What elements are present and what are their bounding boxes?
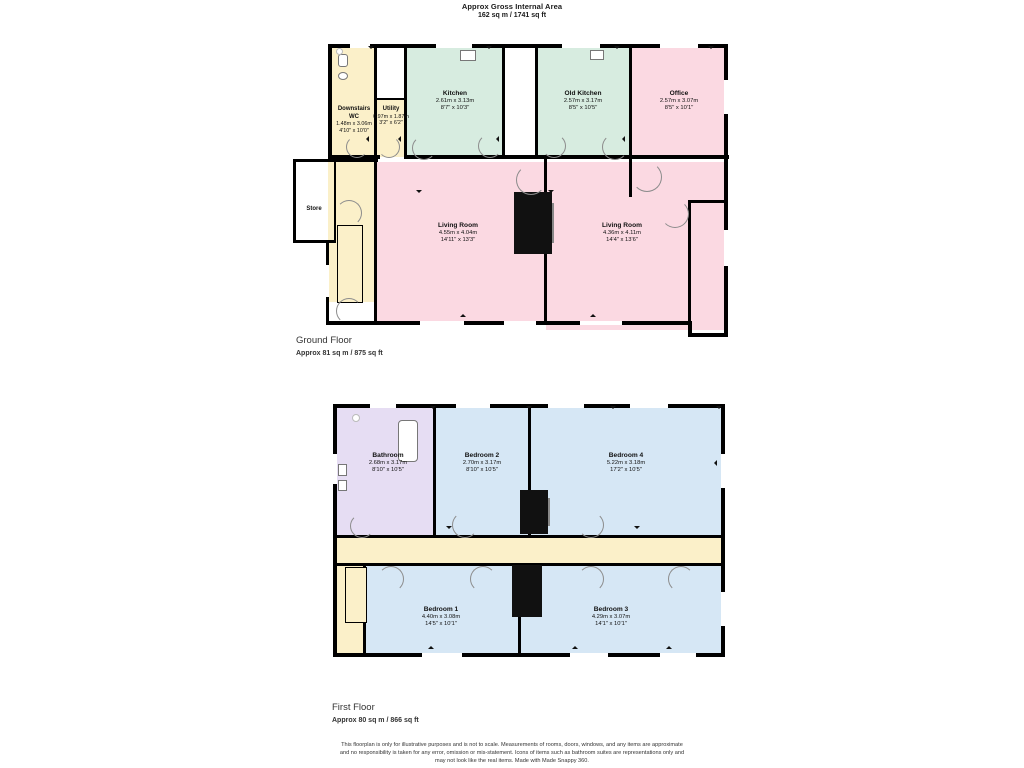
marker-triangle [614, 46, 620, 49]
wall-bottom-step-h [688, 333, 728, 337]
marker-triangle [430, 406, 436, 409]
first-floor-label: First Floor [332, 702, 375, 713]
window-ff-top-4 [630, 404, 668, 408]
wall-utility-top [374, 98, 406, 100]
window-left-1 [326, 265, 329, 297]
marker-triangle [368, 46, 374, 49]
wall-store-left [293, 159, 296, 243]
label-old-kitchen: Old Kitchen 2.57m x 3.17m 8'5" x 10'5" [563, 90, 603, 112]
window-ff-top-3 [548, 404, 584, 408]
wall-right-bump-left [688, 200, 691, 325]
gross-area-title: Approx Gross Internal Area [461, 2, 563, 11]
door-front [336, 298, 362, 324]
disclaimer [0, 741, 1024, 765]
ground-floor-area: Approx 81 sq m / 875 sq ft [296, 350, 383, 357]
window-bottom-3 [580, 321, 622, 325]
marker-triangle [416, 190, 422, 193]
door-bedroom-3-b [668, 566, 694, 592]
window-top-1 [350, 44, 370, 48]
marker-triangle [634, 526, 640, 529]
label-bedroom-4: Bedroom 4 5.22m x 3.18m 17'2" x 10'5" [606, 452, 646, 474]
chimney-block [514, 192, 552, 254]
room-mid-lobby [504, 47, 537, 157]
window-ff-right-1 [721, 454, 725, 488]
label-bathroom: Bathroom 2.68m x 3.17m 8'10" x 10'5" [368, 452, 408, 474]
staircase-first [345, 567, 367, 623]
wall-ff-left [333, 404, 337, 657]
marker-triangle [622, 136, 625, 142]
disclaimer-line-1: This floorplan is only for illustrative purposes and is not to scale. Measurements of rooms, doors, windows, and any items are approximate [341, 742, 683, 748]
sink-icon [338, 72, 348, 80]
door-old-kitchen [542, 134, 566, 158]
window-top-3 [562, 44, 600, 48]
window-right-1 [724, 80, 728, 114]
wall-right-bump-top [688, 200, 728, 203]
window-ff-top-1 [370, 404, 396, 408]
gross-area-header [0, 2, 1024, 19]
first-floor-area: Approx 80 sq m / 866 sq ft [332, 717, 419, 724]
window-right-2 [724, 230, 728, 266]
window-ff-top-2 [456, 404, 490, 408]
marker-triangle [572, 646, 578, 649]
door-bedroom-1-b [470, 566, 496, 592]
toilet-icon [338, 54, 348, 67]
marker-triangle [708, 46, 714, 49]
marker-triangle [428, 646, 434, 649]
door-kitchen [412, 136, 436, 160]
label-store: Store [306, 206, 322, 212]
wall-kitchen-right [502, 47, 505, 159]
marker-triangle [548, 190, 554, 193]
door-living-left [516, 165, 546, 195]
marker-triangle [496, 136, 499, 142]
kitchen-hob-icon [460, 50, 476, 61]
door-bathroom [350, 514, 374, 538]
window-bottom-2 [504, 321, 536, 325]
room-landing [335, 537, 722, 565]
wall-store-right [334, 159, 336, 243]
chimney-block-upper [520, 490, 548, 534]
wall-hall-right [374, 159, 377, 324]
marker-triangle [486, 46, 492, 49]
label-utility: Utility 0.97m x 1.87m 3'2" x 6'2" [373, 106, 409, 127]
ground-floor-label: Ground Floor [296, 335, 352, 346]
door-wc [346, 136, 368, 158]
marker-triangle [716, 406, 722, 409]
marker-triangle [366, 136, 369, 142]
marker-triangle [446, 526, 452, 529]
label-bedroom-2: Bedroom 2 2.70m x 3.17m 8'10" x 10'5" [462, 452, 502, 474]
gross-area-value: 162 sq m / 1741 sq ft [477, 12, 547, 19]
marker-triangle [610, 406, 616, 409]
door-bedroom-4 [578, 512, 604, 538]
marker-triangle [714, 460, 717, 466]
marker-triangle [666, 646, 672, 649]
window-top-4 [660, 44, 698, 48]
window-ff-bottom-2 [570, 653, 608, 657]
window-bottom-1 [420, 321, 464, 325]
wall-wc-right [374, 47, 377, 159]
old-kitchen-sink-icon [590, 50, 604, 60]
label-kitchen: Kitchen 2.61m x 3.13m 8'7" x 10'3" [435, 90, 475, 112]
label-office: Office 2.57m x 3.07m 8'5" x 10'1" [659, 90, 699, 112]
label-living-room-right: Living Room 4.36m x 4.11m 14'4" x 13'6" [602, 222, 642, 244]
wall-utility-right [404, 47, 407, 159]
label-living-room-left: Living Room 4.55m x 4.04m 14'11" x 13'3" [438, 222, 478, 244]
window-ff-right-2 [721, 592, 725, 626]
marker-triangle [526, 406, 532, 409]
wall-store-bottom [293, 240, 336, 243]
ground-floor-plan [290, 40, 735, 340]
wc-circle-icon [336, 48, 343, 55]
window-top-2 [436, 44, 472, 48]
staircase-ground [337, 225, 363, 303]
wall-landing-top [335, 535, 721, 538]
door-bedroom-2 [452, 512, 478, 538]
wall-left-top [328, 44, 332, 159]
disclaimer-line-2: and no responsibility is taken for any error, omission or mis-statement. Icons of items such as bathroom suites are representations only and [339, 750, 685, 757]
window-ff-left-1 [333, 454, 337, 484]
door-hall [336, 200, 362, 226]
label-bedroom-3: Bedroom 3 4.29m x 3.07m 14'1" x 10'1" [591, 606, 631, 628]
label-bedroom-1: Bedroom 1 4.40m x 3.08m 14'5" x 10'1" [421, 606, 461, 628]
disclaimer-line-3: may not look like the real items. Made with Made Snappy 360. [435, 758, 589, 765]
window-ff-bottom-1 [422, 653, 462, 657]
marker-triangle [590, 314, 596, 317]
label-downstairs-wc: Downstairs WC 1.48m x 3.06m 4'10" x 10'0" [336, 106, 372, 134]
door-office [632, 162, 662, 192]
door-bedroom-3 [578, 566, 604, 592]
bath-circle-icon [352, 414, 360, 422]
bathroom-toilet-icon [338, 480, 347, 491]
marker-triangle [460, 314, 466, 317]
chimney-edge-upper [548, 498, 550, 526]
room-top-hall [376, 47, 406, 100]
chimney-edge [552, 203, 554, 243]
window-ff-bottom-3 [660, 653, 696, 657]
marker-triangle [398, 136, 401, 142]
door-utility [378, 136, 400, 158]
chimney-block-lower [512, 565, 542, 617]
first-floor-plan [330, 402, 730, 677]
wall-mid-horizontal [404, 155, 729, 159]
door-bedroom-1 [378, 566, 404, 592]
